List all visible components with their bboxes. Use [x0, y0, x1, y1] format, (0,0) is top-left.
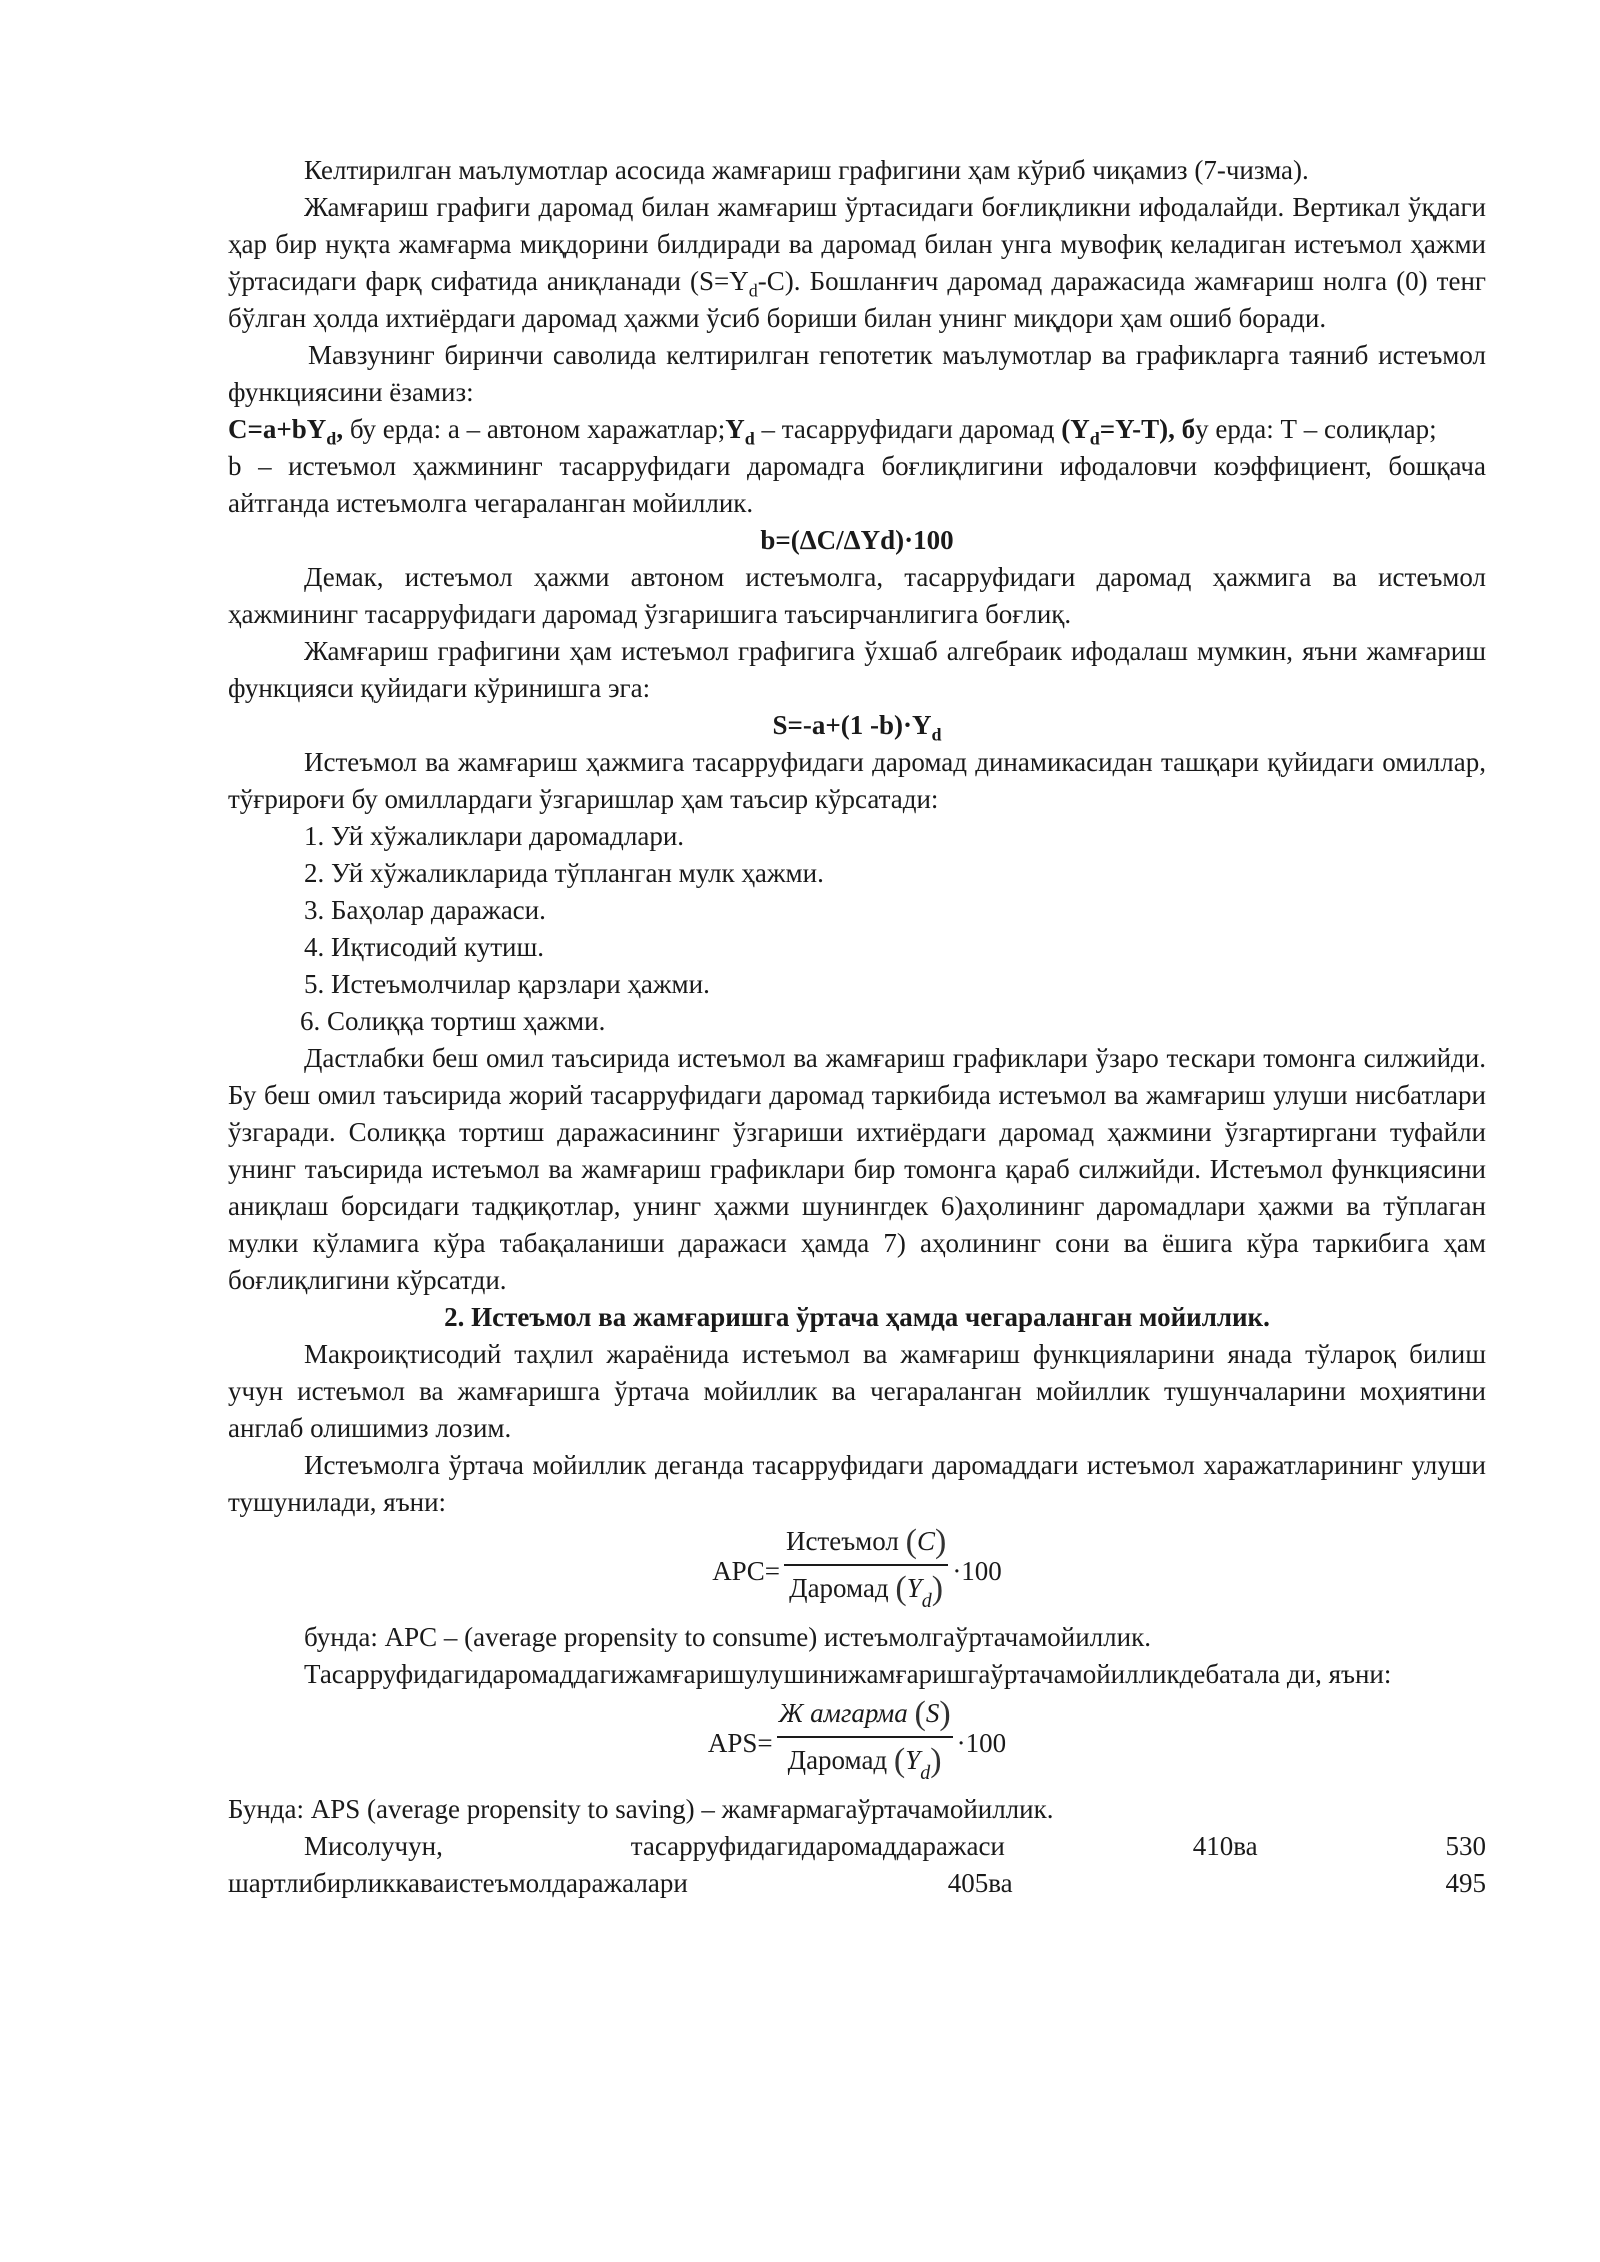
- paragraph-13: Тасарруфидагидаромаддагижамғаришулушинижамғаришгаўртачамойилликдебатала ди, яъни:: [304, 1659, 1392, 1689]
- formula-mpc: b=(ΔC/ΔYd)·100: [760, 525, 954, 555]
- numerator-variable: C: [916, 1526, 935, 1556]
- numerator-variable: S: [925, 1698, 940, 1728]
- formula-saving: [228, 707, 1486, 744]
- list-item: 5. Истеъмолчилар қарзлари ҳажми.: [304, 969, 710, 999]
- subscript: d: [1089, 428, 1100, 449]
- paragraph-7: Жамғариш графигини ҳам истеъмол графигига ўхшаб алгебраик ифодалаш мумкин, яъни жамғариш функцияси қуйидаги кўринишга эга:: [228, 636, 1486, 703]
- paragraph-9: Дастлабки беш омил таъсирида истеъмол ва жамғариш графиклари ўзаро тескари томонга силжийди. Бу беш омил таъсирида жорий тасарруфидаги даромад таркибида истеъмол ва жамғариш улуши нисбатлари ўзгаради. Солиққа тортиш даражасининг ўзгариши ихтиёрдаги даромад ҳажмини ўзгартиргани туфайли унинг таъсирида истеъмол ва жамғариш графиклари бир томонга қараб силжийди. Истеъмол функциясини аниқлаш борсидаги тадқиқотлар, унинг ҳажми шунингдек 6)аҳолининг даромадлари ҳажми ва тўплаган мулки кўламига кўра табақаланиши даражаси ҳамда 7) аҳолининг сони ва ёшига кўра таркибига ҳам боғлиқлигини кўрсатди.: [228, 1043, 1486, 1295]
- fraction: [784, 1521, 948, 1621]
- subscript: d: [748, 280, 758, 301]
- comma: ,: [336, 414, 344, 444]
- denominator-variable: Y: [906, 1573, 922, 1603]
- subscript: d: [744, 428, 755, 449]
- formula-yd-rest: =Y-T), б: [1099, 414, 1196, 444]
- subscript: d: [931, 724, 942, 745]
- example-value: 410ва: [1192, 1831, 1258, 1861]
- formula-apc: [228, 1525, 1486, 1617]
- paragraph-12: бунда: APC – (average propensity to consume) истеъмолгаўртачамойиллик.: [304, 1622, 1151, 1652]
- paragraph-3: Мавзунинг биринчи саволида келтирилган гепотетик маълумотлар ва графикларга таяниб истеъмол функциясини ёзамиз:: [228, 340, 1486, 407]
- example-line-1: [228, 1828, 1486, 1865]
- paragraph-1: Келтирилган маълумотлар асосида жамғариш графигини ҳам кўриб чиқамиз (7-чизма).: [304, 155, 1309, 185]
- factors-list: [228, 818, 1486, 1040]
- example-line-2: [228, 1865, 1486, 1902]
- formula-apc-lhs: APC=: [712, 1556, 780, 1586]
- subscript: d: [326, 428, 337, 449]
- example-word: шартлибирликкаваистеъмолдаражалари: [228, 1868, 688, 1898]
- definition-text: бу ерда: a – автоном харажатлар;: [343, 414, 726, 444]
- formula-apc-rhs: ·100: [952, 1556, 1002, 1586]
- example-value: 405ва: [947, 1868, 1013, 1898]
- paragraph-8: Истеъмол ва жамғариш ҳажмига тасарруфидаги даромад динамикасидан ташқари қуйидаги омиллар, тўғрироғи бу омиллардаги ўзгаришлар ҳам таъсир кўрсатади:: [228, 747, 1486, 814]
- list-item: 4. Иқтисодий кутиш.: [304, 932, 544, 962]
- numerator-text: Истеъмол: [785, 1526, 899, 1556]
- example-value: 495: [1445, 1868, 1486, 1898]
- formula-aps: [228, 1697, 1486, 1789]
- list-item: 6. Солиққа тортиш ҳажми.: [300, 1006, 606, 1036]
- section-heading: 2. Истеъмол ва жамғаришга ўртача ҳамда чегараланган мойиллик.: [444, 1302, 1270, 1332]
- fraction-numerator: Истеъмол (C): [784, 1521, 948, 1566]
- fraction-denominator: Даромад $(Y_d)$: [789, 1570, 944, 1612]
- formula-yd: (Y: [1061, 414, 1090, 444]
- list-item: 1. Уй хўжаликлари даромадлари.: [304, 821, 685, 851]
- list-item: 2. Уй хўжаликларида тўпланган мулк ҳажми.: [304, 858, 824, 888]
- paragraph-6: Демак, истеъмол ҳажми автоном истеъмолга, тасарруфидаги даромад ҳажмига ва истеъмол ҳажмининг тасарруфидаги даромад ўзгаришига таъсирчанлигига боғлиқ.: [228, 562, 1486, 629]
- document-page: [228, 152, 1486, 1902]
- formula-consumption: C=a+bY: [228, 414, 327, 444]
- paragraph-2-text-a: Жамғариш графиги даромад билан жамғариш ўртасидаги боғлиқликни ифодалайди. Вертикал ўқдаги ҳар бир нуқта жамғарма миқдорини билдиради ва даромад билан унга мувофиқ келадиган истеъмол ҳажми ўртасидаги фарқ сифатида аниқланади (S=Y: [228, 192, 1486, 296]
- paragraph-2-text-b: -C). Бошланғич даромад даражасида жамғариш нолга (0) тенг бўлган ҳолда ихтиёрдаги даромад ҳажми ўсиб бориши билан унинг миқдори ҳам ошиб боради.: [228, 266, 1486, 333]
- symbol-yd: Y: [725, 414, 745, 444]
- denominator-text: Даромад: [787, 1745, 888, 1775]
- paragraph-14: Бунда: APS (average propensity to saving) – жамғармагаўртачамойиллик.: [228, 1794, 1054, 1824]
- denominator-text: Даромад: [789, 1573, 889, 1603]
- denominator-variable: Y: [905, 1745, 921, 1775]
- formula-aps-lhs: APS=: [707, 1728, 773, 1758]
- formula-saving-text: S=-a+(1 -b)·Y: [772, 710, 932, 740]
- paragraph-10: Макроиқтисодий таҳлил жараёнида истеъмол ва жамғариш функцияларини янада тўлароқ билиш учун истеъмол ва жамғаришга ўртача мойиллик ва чегараланган мойиллик тушунчаларини моҳиятини англаб олишимиз лозим.: [228, 1339, 1486, 1443]
- example-word: Мисолучун,: [304, 1831, 443, 1861]
- definition-text: – тасарруфидаги даромад: [754, 414, 1062, 444]
- example-value: 530: [1445, 1831, 1486, 1861]
- paragraph-11: Истеъмолга ўртача мойиллик деганда тасарруфидаги даромаддаги истеъмол харажатларининг улуши тушунилади, яъни:: [228, 1450, 1486, 1517]
- consumption-function-line: [228, 411, 1486, 448]
- subscript: d: [920, 1762, 931, 1784]
- paragraph-5: b – истеъмол ҳажмининг тасарруфидаги даромадга боғлиқлигини ифодаловчи коэффициент, бошқача айтганда истеъмолга чегараланган мойиллик.: [228, 451, 1486, 518]
- definition-text: у ерда: Т – солиқлар;: [1195, 414, 1437, 444]
- formula-aps-rhs: ·100: [956, 1728, 1007, 1758]
- fraction: [777, 1693, 953, 1793]
- numerator-text: Ж амгарма: [778, 1698, 908, 1728]
- subscript: d: [921, 1590, 932, 1612]
- list-item: 3. Баҳолар даражаси.: [304, 895, 546, 925]
- example-word: тасарруфидагидаромаддаражаси: [630, 1831, 1005, 1861]
- paragraph-2: [228, 189, 1486, 337]
- fraction-numerator: Ж амгарма (S): [777, 1693, 953, 1738]
- fraction-denominator: Даромад $(Y_d)$: [787, 1742, 942, 1784]
